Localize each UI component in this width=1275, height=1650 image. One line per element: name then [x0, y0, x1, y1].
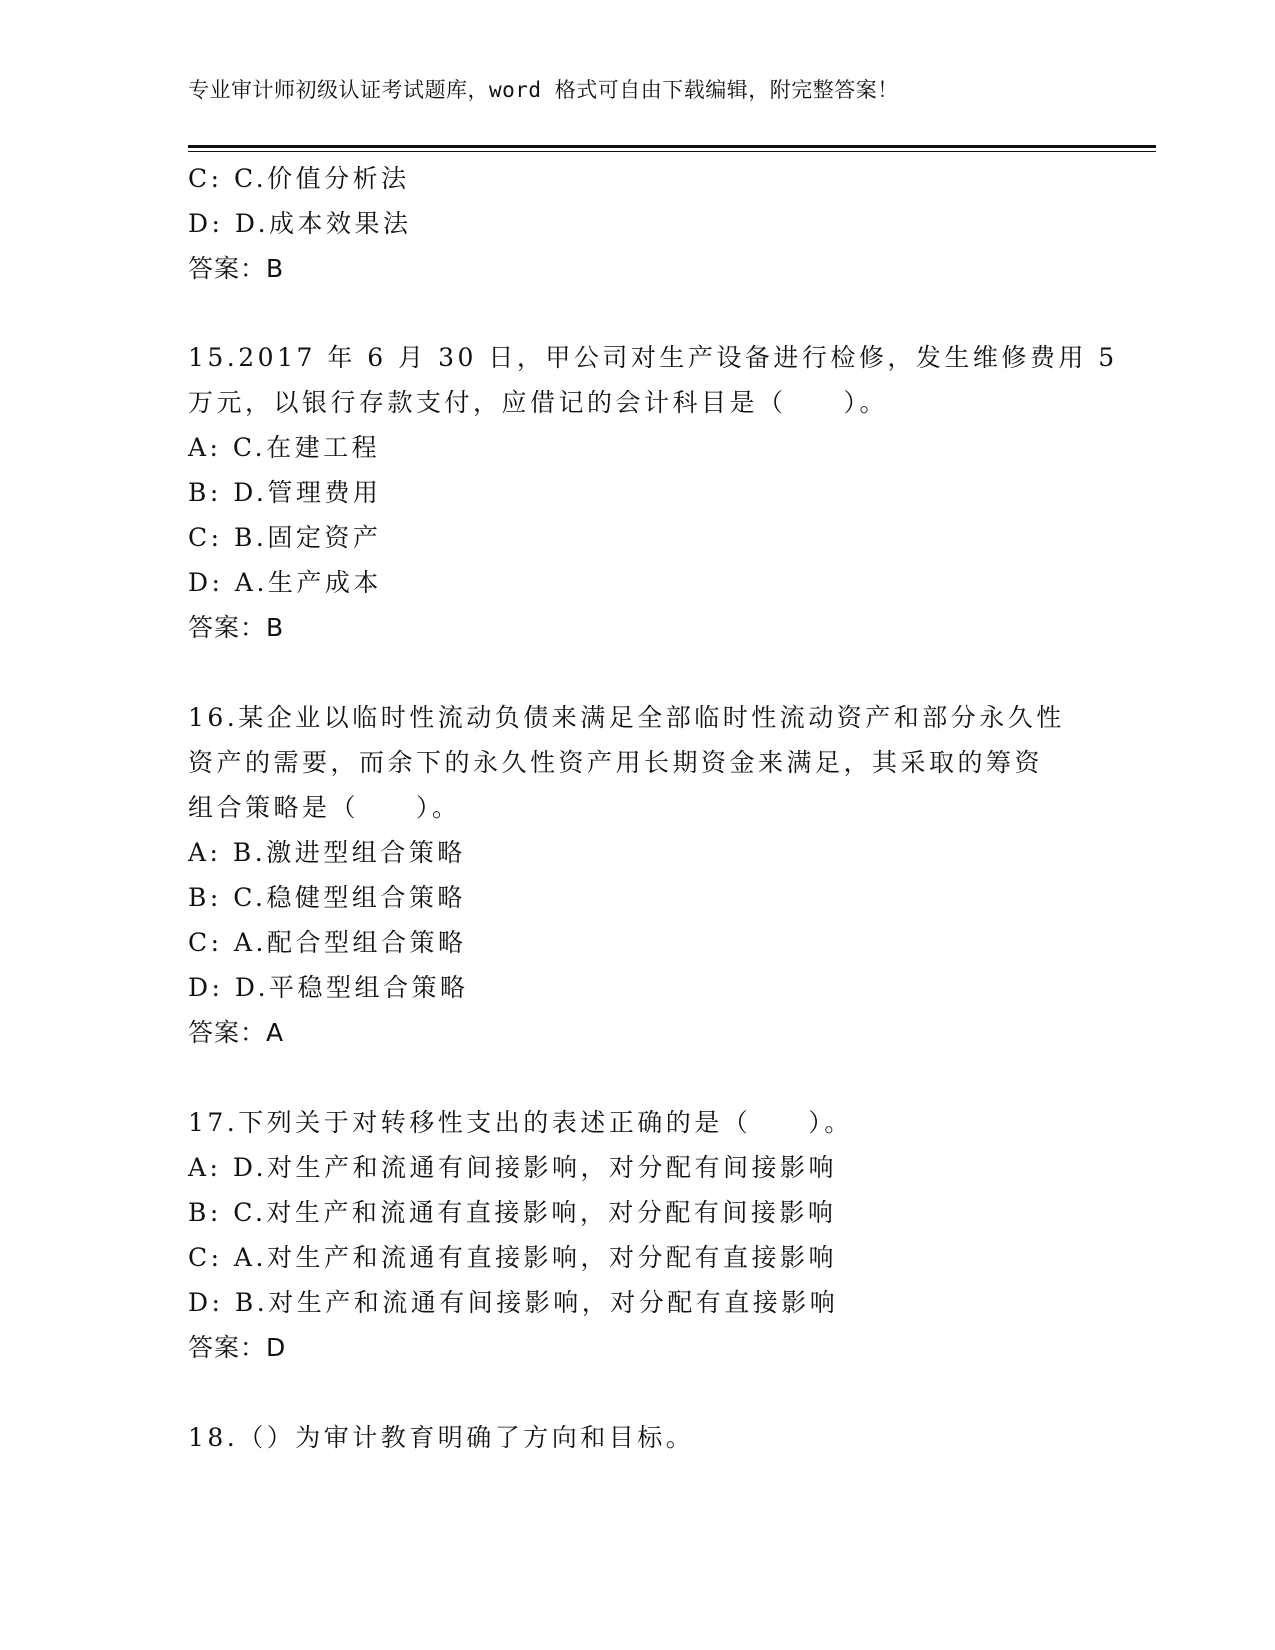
q15-option-b: B: D.管理费用 — [188, 478, 382, 507]
q16-option-c: C: A.配合型组合策略 — [188, 928, 467, 957]
q15-option-c: C: B.固定资产 — [188, 523, 382, 552]
header-rule-thin — [188, 151, 1156, 152]
header-rule-thick — [188, 145, 1156, 148]
q18-stem-line1: 18.（）为审计教育明确了方向和目标。 — [188, 1423, 695, 1452]
q14-answer: 答案：B — [188, 254, 285, 283]
q17-option-d: D: B.对生产和流通有间接影响，对分配有直接影响 — [188, 1288, 839, 1317]
q16-option-a: A: B.激进型组合策略 — [188, 838, 466, 867]
q16-stem-line1: 16.某企业以临时性流动负债来满足全部临时性流动资产和部分永久性 — [188, 703, 1065, 732]
q15-stem-line1: 15.2017 年 6 月 30 日，甲公司对生产设备进行检修，发生维修费用 5 — [188, 343, 1118, 372]
q15-stem-line2: 万元，以银行存款支付，应借记的会计科目是（ ）。 — [188, 388, 889, 417]
q16-option-d: D: D.平稳型组合策略 — [188, 973, 469, 1002]
q15-option-d: D: A.生产成本 — [188, 568, 382, 597]
page-header: 专业审计师初级认证考试题库，word 格式可自由下载编辑，附完整答案！ — [188, 78, 899, 102]
q16-stem-line2: 资产的需要，而余下的永久性资产用长期资金来满足，其采取的筹资 — [188, 748, 1044, 777]
q14-option-d: D: D.成本效果法 — [188, 209, 412, 238]
q17-option-a: A: D.对生产和流通有间接影响，对分配有间接影响 — [188, 1153, 838, 1182]
q16-answer: 答案：A — [188, 1018, 285, 1047]
q17-option-b: B: C.对生产和流通有直接影响，对分配有间接影响 — [188, 1198, 837, 1227]
q14-option-c: C: C.价值分析法 — [188, 164, 410, 193]
q17-answer: 答案：D — [188, 1333, 287, 1362]
q15-option-a: A: C.在建工程 — [188, 433, 381, 462]
q16-stem-line3: 组合策略是（ ）。 — [188, 793, 461, 822]
q15-answer: 答案：B — [188, 613, 285, 642]
q17-stem-line1: 17.下列关于对转移性支出的表述正确的是（ ）。 — [188, 1108, 853, 1137]
q16-option-b: B: C.稳健型组合策略 — [188, 883, 466, 912]
q17-option-c: C: A.对生产和流通有直接影响，对分配有直接影响 — [188, 1243, 838, 1272]
